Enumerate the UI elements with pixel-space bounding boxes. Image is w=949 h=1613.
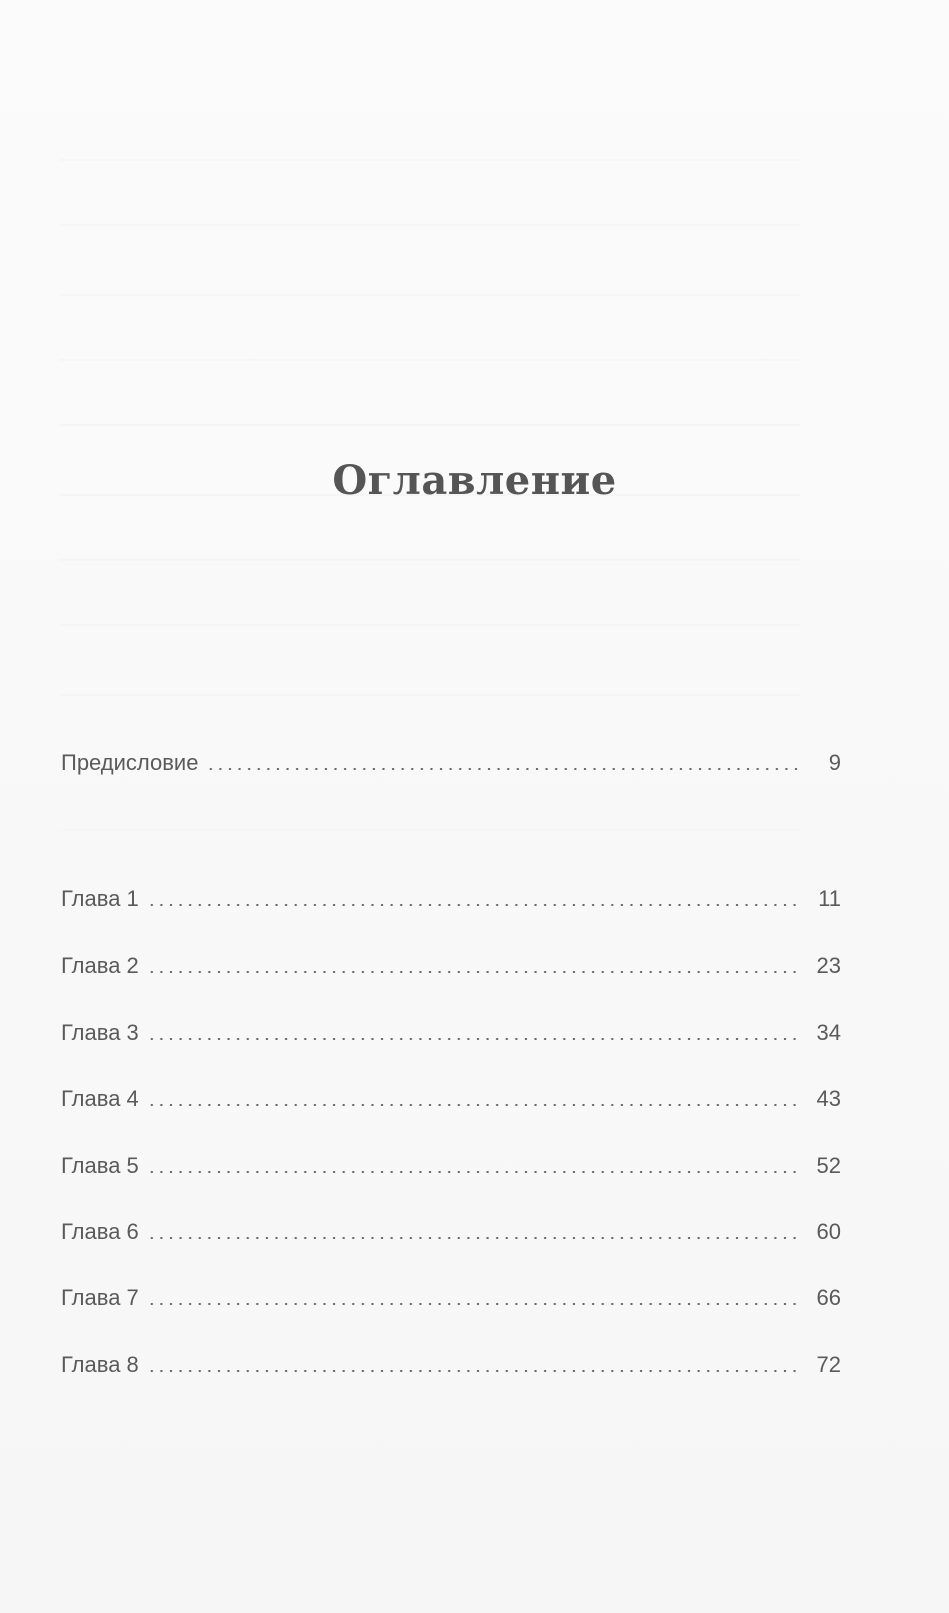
toc-entry-page: 43 bbox=[816, 1086, 841, 1111]
toc-entry-preface[interactable] bbox=[61, 740, 841, 776]
toc-entry-label: Глава 2 bbox=[61, 953, 139, 978]
toc-entry-chapter-6[interactable] bbox=[61, 1209, 841, 1245]
toc-entry-page: 34 bbox=[816, 1020, 841, 1045]
toc-entry-chapter-3[interactable] bbox=[61, 1010, 841, 1046]
toc-entry-chapter-4[interactable] bbox=[61, 1076, 841, 1112]
dot-leader bbox=[147, 971, 801, 973]
toc-entry-label: Глава 5 bbox=[61, 1153, 139, 1178]
toc-entry-label: Глава 4 bbox=[61, 1086, 139, 1111]
dot-leader bbox=[206, 768, 801, 770]
toc-entry-label: Глава 1 bbox=[61, 886, 139, 911]
toc-entry-page: 11 bbox=[818, 886, 841, 911]
toc-entry-label: Предисловие bbox=[61, 750, 199, 775]
dot-leader bbox=[147, 1104, 801, 1106]
toc-entry-page: 23 bbox=[816, 953, 841, 978]
toc-entry-chapter-7[interactable] bbox=[61, 1275, 841, 1311]
toc-entry-chapter-8[interactable] bbox=[61, 1342, 841, 1378]
toc-entry-chapter-1[interactable] bbox=[61, 876, 841, 912]
toc-entry-label: Глава 7 bbox=[61, 1285, 139, 1310]
toc-entry-page: 66 bbox=[816, 1285, 841, 1310]
toc-entry-page: 9 bbox=[828, 750, 841, 775]
toc-entry-label: Глава 8 bbox=[61, 1352, 139, 1377]
toc-entry-page: 52 bbox=[816, 1153, 841, 1178]
toc-entry-chapter-5[interactable] bbox=[61, 1143, 841, 1179]
dot-leader bbox=[147, 1171, 801, 1173]
dot-leader bbox=[147, 1303, 801, 1305]
toc-entry-page: 60 bbox=[816, 1219, 841, 1244]
toc-entry-label: Глава 6 bbox=[61, 1219, 139, 1244]
toc-entry-page: 72 bbox=[816, 1352, 841, 1377]
dot-leader bbox=[147, 1038, 801, 1040]
dot-leader bbox=[147, 904, 801, 906]
toc-entry-label: Глава 3 bbox=[61, 1020, 139, 1045]
page-title: Оглавление bbox=[332, 456, 617, 504]
dot-leader bbox=[147, 1237, 801, 1239]
dot-leader bbox=[147, 1370, 801, 1372]
toc-entry-chapter-2[interactable] bbox=[61, 943, 841, 979]
